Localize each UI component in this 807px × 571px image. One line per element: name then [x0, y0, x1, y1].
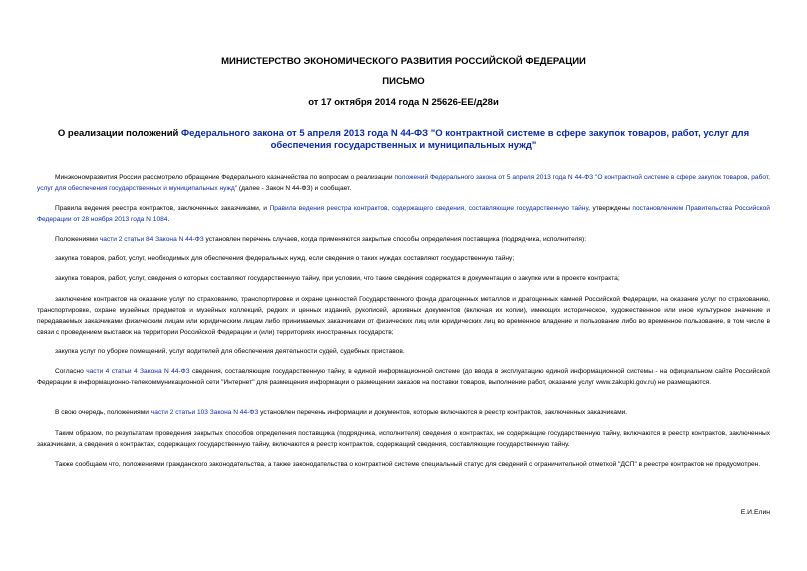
p9-text-a: В свою очередь, положениями	[55, 409, 151, 416]
paragraph-5: закупка товаров, работ, услуг, сведения о которых составляют государственную тайну, при условии, что такие сведения содержатся в документации о закупке или в проекте контракта;	[55, 275, 620, 282]
p8-text-b: сведения, составляющие государственную тайну, в единой информационной системе (до ввода в эксплуатацию единой информационной системы - на официальном сайте Российской Федерации в информационно-телекоммуникационной сети "Интернет" для размещения информации о размещении заказов на поставки товаров, выполнение работ, оказание услуг www.zakupki.gov.ru) не размещаются.	[37, 368, 770, 386]
p2-rules-link[interactable]: Правила ведения реестра контрактов, содержащего сведения, составляющие государственную тайну	[269, 205, 589, 212]
title-law-link[interactable]: Федерального закона от 5 апреля 2013 года N 44-ФЗ "О контрактной системе в сфере закупок товаров, работ, услуг для обеспечения государственных и муниципальных нужд"	[181, 128, 750, 151]
p8-text-a: Согласно	[55, 368, 87, 375]
p9-article-link[interactable]: части 2 статьи 103 Закона N 44-ФЗ	[150, 409, 259, 416]
paragraph-4: закупка товаров, работ, услуг, необходимых для обеспечения федеральных нужд, если сведения о таких нуждах составляют государственную тайну;	[55, 255, 515, 262]
p2-resolution-link[interactable]: постановлением Правительства Российской Федерации от 28 ноября 2013 года N 1084	[37, 205, 770, 223]
p1-text-a: Минэкономразвития России рассмотрело обращение Федерального казначейства по вопросам о реализации	[55, 174, 395, 181]
p2-text-b: , утверждены	[588, 205, 633, 212]
p3-text-b: установлен перечень случаев, когда применяются закрытые способы определения поставщика (подрядчика, исполнителя):	[203, 236, 587, 243]
paragraph-8	[37, 366, 770, 388]
paragraph-7: закупка услуг по уборке помещений, услуг водителей для обеспечения деятельности судей, судебных приставов.	[55, 348, 405, 355]
ministry-heading: МИНИСТЕРСТВО ЭКОНОМИЧЕСКОГО РАЗВИТИЯ РОССИЙСКОЙ ФЕДЕРАЦИИ	[221, 56, 586, 67]
paragraph-3	[37, 234, 770, 245]
paragraph-9	[37, 407, 770, 418]
p1-law-link[interactable]: положений Федерального закона от 5 апреля 2013 года N 44-ФЗ "О контрактной системе в сфере закупок товаров, работ, услуг для обеспечения государственных и муниципальных нужд"	[37, 174, 770, 192]
paragraph-6: заключение контрактов на оказание услуг по страхованию, транспортировке и охране ценностей Государственного фонда драгоценных металлов и драгоценных камней Российской Федерации, на оказание услуг по страхованию, транспортировке, охране музейных предметов и музейных коллекций, редких и ценных изданий, рукописей, архивных документов (включая их копии), имеющих историческое, художественное или иное культурное значение и передаваемых заказчиками физическим лицам или юридическим лицам либо принимаемых заказчиками от физических лиц или юридических лиц во временное владение и пользование либо во временное пользование, в том числе в связи с проведением выставок на территории Российской Федерации и (или) территориях иностранных государств;	[37, 296, 770, 336]
p2-text-a: Правила ведения реестра контрактов, заключенных заказчиками, и	[55, 205, 270, 212]
signature: Е.И.Елин	[740, 509, 770, 516]
p9-text-b: установлен перечень информации и документов, которые включаются в реестр контрактов, заключенных заказчиками.	[258, 409, 628, 416]
paragraph-1	[37, 172, 770, 194]
document-type-heading: ПИСЬМО	[382, 76, 425, 87]
paragraph-10: Таким образом, по результатам проведения закрытых способов определения поставщика (подрядчика, исполнителя) сведения о контрактах, не содержащие государственную тайну, включаются в реестр контрактов, заключенных заказчиками, а сведения о контрактах, содержащих государственную тайну, включаются в реестр контрактов, содержащий сведения, составляющие государственную тайну.	[37, 430, 770, 448]
p1-text-b: (далее - Закон N 44-ФЗ) и сообщает.	[237, 185, 352, 192]
p3-article-link[interactable]: части 2 статьи 84 Закона N 44-ФЗ	[99, 236, 204, 243]
p3-text-a: Положениями	[55, 236, 100, 243]
paragraph-2	[37, 203, 770, 225]
date-number-heading: от 17 октября 2014 года N 25626-ЕЕ/д28и	[308, 97, 499, 108]
p2-text-c: .	[167, 216, 170, 223]
document-title	[30, 128, 777, 152]
paragraph-11: Также сообщаем что, положениями гражданского законодательства, а также законодательства о контрактной системе специальный статус для сведений с ограничительной отметкой "ДСП" в реестре контрактов не предусмотрен.	[55, 461, 761, 468]
title-prefix: О реализации положений	[57, 128, 182, 139]
p8-article-link[interactable]: части 4 статьи 4 Закона N 44-ФЗ	[86, 368, 190, 375]
